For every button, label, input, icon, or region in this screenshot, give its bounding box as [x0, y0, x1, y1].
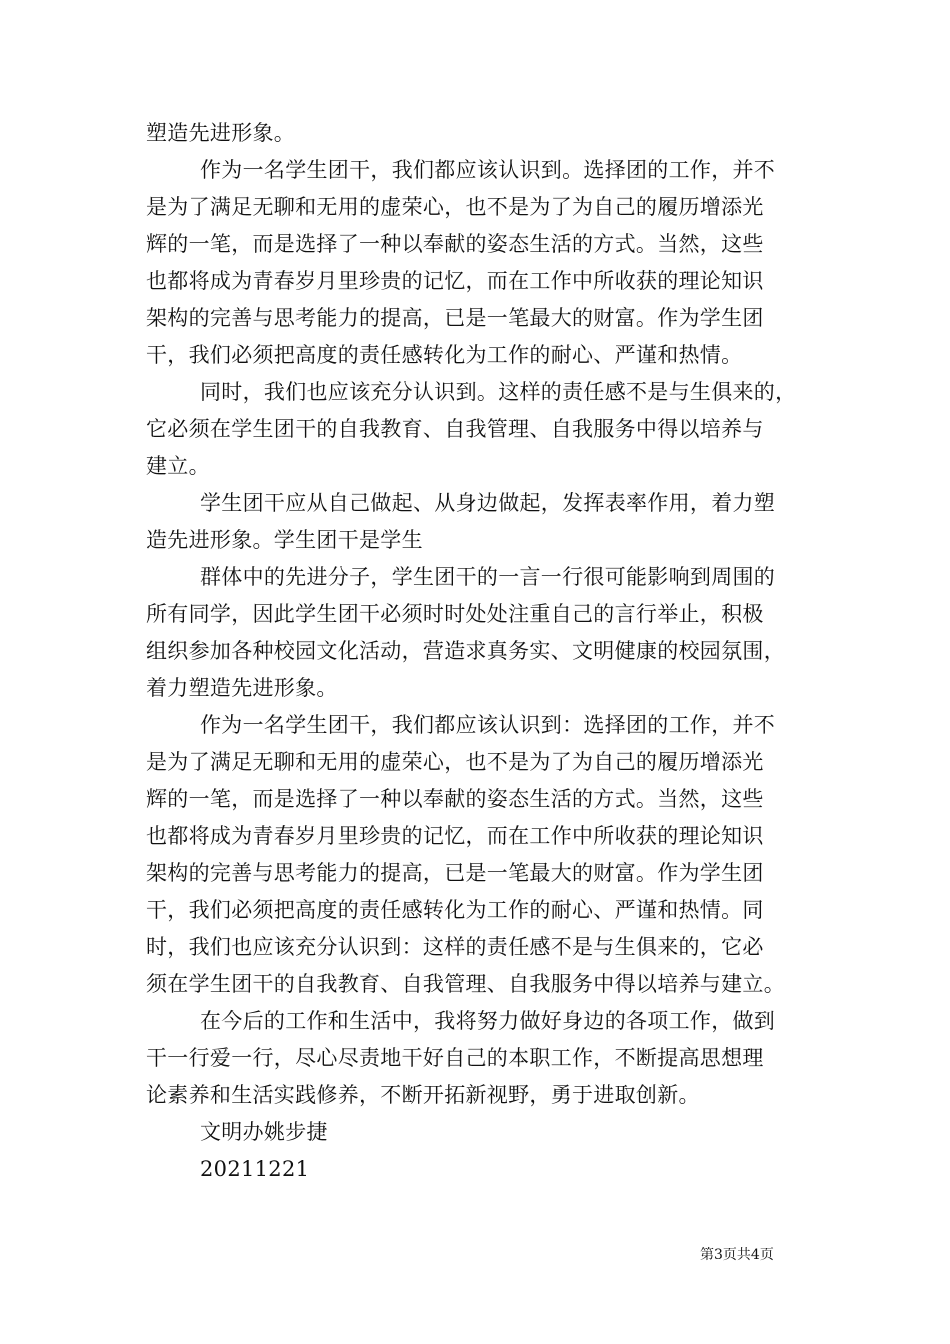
signature-date: 20211221: [200, 1157, 310, 1181]
text-line: 论素养和生活实践修养，不断开拓新视野，勇于进取创新。: [146, 1083, 700, 1107]
text-line: 辉的一笔，而是选择了一种以奉献的姿态生活的方式。当然，这些: [146, 787, 764, 811]
paragraph-start-line: 作为一名学生团干，我们都应该认识到：选择团的工作，并不: [200, 713, 776, 737]
text-line: 组织参加各种校园文化活动，营造求真务实、文明健康的校园氛围，: [146, 639, 785, 663]
text-line: 也都将成为青春岁月里珍贵的记忆，而在工作中所收获的理论知识: [146, 269, 764, 293]
page-number-footer: 第3页共4页: [700, 1247, 774, 1263]
paragraph-start-line: 作为一名学生团干，我们都应该认识到。选择团的工作，并不: [200, 158, 776, 182]
text-line: 架构的完善与思考能力的提高，已是一笔最大的财富。作为学生团: [146, 306, 764, 330]
document-body: [146, 115, 810, 1188]
text-line: 塑造先进形象。: [146, 121, 296, 145]
text-line: 它必须在学生团干的自我教育、自我管理、自我服务中得以培养与: [146, 417, 764, 441]
text-line: 辉的一笔，而是选择了一种以奉献的姿态生活的方式。当然，这些: [146, 232, 764, 256]
text-line: 也都将成为青春岁月里珍贵的记忆，而在工作中所收获的理论知识: [146, 824, 764, 848]
text-line: 时，我们也应该充分认识到：这样的责任感不是与生俱来的，它必: [146, 935, 764, 959]
text-line: 干，我们必须把高度的责任感转化为工作的耐心、严谨和热情。同: [146, 898, 764, 922]
paragraph-start-line: 同时，我们也应该充分认识到。这样的责任感不是与生俱来的，: [200, 380, 797, 404]
text-line: 干一行爱一行，尽心尽责地干好自己的本职工作，不断提高思想理: [146, 1046, 764, 1070]
paragraph-start-line: 在今后的工作和生活中，我将努力做好身边的各项工作，做到: [200, 1009, 776, 1033]
text-line: 所有同学，因此学生团干必须时时处处注重自己的言行举止，积极: [146, 602, 764, 626]
signature-name: 文明办姚步捷: [200, 1120, 328, 1144]
text-line: 造先进形象。学生团干是学生: [146, 528, 423, 552]
text-line: 干，我们必须把高度的责任感转化为工作的耐心、严谨和热情。: [146, 343, 743, 367]
paragraph-start-line: 群体中的先进分子，学生团干的一言一行很可能影响到周围的: [200, 565, 776, 589]
text-line: 是为了满足无聊和无用的虚荣心，也不是为了为自己的履历增添光: [146, 750, 764, 774]
text-line: 架构的完善与思考能力的提高，已是一笔最大的财富。作为学生团: [146, 861, 764, 885]
text-line: 须在学生团干的自我教育、自我管理、自我服务中得以培养与建立。: [146, 972, 785, 996]
paragraph-start-line: 学生团干应从自己做起、从身边做起，发挥表率作用，着力塑: [200, 491, 776, 515]
text-line: 建立。: [146, 454, 210, 478]
text-line: 着力塑造先进形象。: [146, 676, 338, 700]
text-line: 是为了满足无聊和无用的虚荣心，也不是为了为自己的履历增添光: [146, 195, 764, 219]
